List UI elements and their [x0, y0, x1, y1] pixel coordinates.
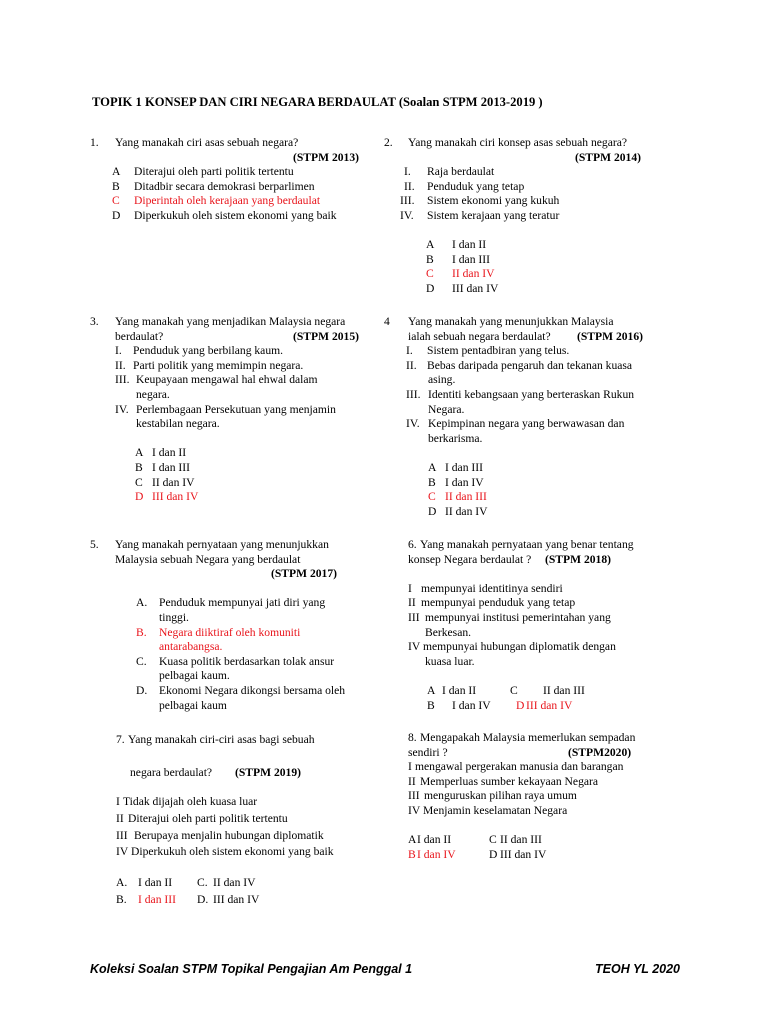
option-text: II dan IV	[152, 475, 195, 489]
option-letter: C	[135, 475, 143, 489]
option-text: I dan II	[152, 446, 187, 460]
item-text: Diperkukuh oleh sistem ekonomi yang baik	[131, 845, 334, 859]
item-numeral: I.	[406, 344, 413, 358]
option-letter: C	[489, 833, 497, 847]
item-text: Menjamin keselamatan Negara	[423, 803, 568, 817]
item-numeral: I	[116, 795, 120, 809]
answer-option-text: Diperintah oleh kerajaan yang berdaulat	[134, 194, 321, 208]
footer-collection-title: Koleksi Soalan STPM Topikal Pengajian Am Penggal 1	[90, 962, 413, 976]
page-title: TOPIK 1 KONSEP DAN CIRI NEGARA BERDAULAT (Soalan STPM 2013-2019 )	[92, 95, 543, 109]
question-6	[379, 538, 669, 713]
question-text: Malaysia sebuah Negara yang berdaulat	[115, 552, 301, 566]
item-text: Diterajui oleh parti politik tertentu	[128, 811, 288, 825]
option-letter: B	[426, 252, 434, 266]
item-numeral: III	[408, 789, 420, 803]
item-text: Raja berdaulat	[427, 165, 495, 179]
option-letter: D	[112, 208, 121, 222]
answer-option-letter: D	[516, 698, 525, 712]
question-text: negara berdaulat?	[130, 766, 213, 780]
question-number: 6.	[408, 538, 417, 551]
item-text: Negara.	[428, 402, 465, 416]
item-text: Parti politik yang memimpin negara.	[133, 358, 304, 372]
option-letter: A	[428, 460, 437, 474]
option-text: Diterajui oleh parti politik tertentu	[134, 165, 294, 179]
item-text: Berkesan.	[425, 625, 472, 639]
option-text: II dan III	[500, 833, 542, 847]
item-numeral: IV	[408, 803, 421, 817]
item-numeral: IV	[408, 640, 421, 654]
question-number: 4	[384, 315, 390, 328]
item-numeral: II.	[406, 358, 417, 372]
item-numeral: II.	[115, 358, 126, 372]
item-text: mempunyai hubungan diplomatik dengan	[423, 640, 616, 654]
option-text: I dan IV	[445, 475, 484, 489]
question-text: Yang manakah yang menunjukkan Malaysia	[408, 315, 614, 328]
item-text: Sistem kerajaan yang teratur	[427, 208, 560, 222]
question-number: 8.	[408, 731, 417, 744]
item-text: mempunyai identitinya sendiri	[421, 581, 563, 595]
question-text: Yang manakah yang menjadikan Malaysia negara	[115, 315, 346, 328]
question-text: Yang manakah pernyataan yang menunjukkan	[115, 538, 329, 551]
option-text: I dan III	[445, 460, 483, 474]
item-text: mengawal pergerakan manusia dan barangan	[415, 760, 624, 774]
option-letter: A.	[136, 596, 148, 610]
option-text: pelbagai kaum.	[159, 669, 230, 683]
question-number: 5.	[90, 538, 99, 551]
question-number: 1.	[90, 136, 99, 149]
question-text: Yang manakah ciri asas sebuah negara?	[115, 136, 299, 149]
option-letter: D.	[136, 683, 148, 697]
option-text: Ditadbir secara demokrasi berparlimen	[134, 179, 315, 193]
question-8	[379, 731, 669, 862]
option-letter: B	[135, 460, 143, 474]
item-numeral: III.	[400, 194, 415, 208]
option-letter: B	[112, 179, 120, 193]
answer-option-text: II dan IV	[452, 267, 495, 281]
answer-option-letter: C	[112, 194, 120, 208]
option-letter: D	[489, 847, 498, 861]
answer-option-letter: B.	[136, 625, 147, 639]
question-3	[90, 315, 375, 505]
exam-year-tag: (STPM 2014)	[575, 150, 642, 164]
answer-option-letter: C	[426, 267, 434, 281]
option-letter: B.	[116, 892, 127, 906]
option-text: II dan IV	[445, 504, 488, 518]
answer-option-text: III dan IV	[152, 490, 199, 504]
item-text: menguruskan pilihan raya umum	[424, 789, 577, 803]
question-number: 7.	[116, 733, 125, 746]
answer-option-text: II dan III	[445, 490, 487, 504]
option-text: III dan IV	[452, 281, 499, 295]
option-text: Diperkukuh oleh sistem ekonomi yang baik	[134, 208, 337, 222]
option-letter: A	[135, 446, 144, 460]
item-text: Sistem ekonomi yang kukuh	[427, 194, 560, 208]
item-text: Keupayaan mengawal hal ehwal dalam	[136, 373, 318, 387]
option-text: I dan II	[452, 238, 487, 252]
option-letter: C.	[197, 876, 208, 890]
option-text: III dan IV	[213, 892, 260, 906]
question-4	[384, 315, 664, 519]
answer-option-letter: C	[428, 490, 436, 504]
item-numeral: II	[116, 811, 124, 825]
answer-option-text: III dan IV	[526, 698, 573, 712]
item-numeral: IV.	[115, 402, 129, 416]
option-text: I dan III	[152, 460, 190, 474]
exam-year-tag: (STPM 2019)	[235, 766, 302, 780]
item-text: Identiti kebangsaan yang berteraskan Rukun	[428, 387, 635, 401]
item-numeral: I	[408, 581, 412, 595]
item-text: Penduduk yang berbilang kaum.	[133, 344, 284, 358]
item-text: Perlembagaan Persekutuan yang menjamin	[136, 402, 336, 416]
item-numeral: II	[408, 774, 416, 788]
item-text: Memperluas sumber kekayaan Negara	[420, 774, 599, 788]
option-letter: A.	[116, 876, 128, 890]
option-text: Penduduk mempunyai jati diri yang	[159, 596, 326, 610]
answer-option-text: I dan III	[138, 892, 176, 906]
item-text: Sistem pentadbiran yang telus.	[427, 344, 570, 358]
item-numeral: I.	[404, 165, 411, 179]
item-text: Bebas daripada pengaruh dan tekanan kuasa	[427, 358, 633, 372]
exam-year-tag: (STPM 2013)	[293, 150, 360, 164]
exam-year-tag: (STPM 2017)	[271, 567, 338, 581]
question-text: konsep Negara berdaulat ?	[408, 552, 532, 566]
answer-option-text: I dan IV	[417, 847, 456, 861]
exam-year-tag: (STPM 2018)	[545, 552, 612, 566]
question-text: Yang manakah ciri-ciri asas bagi sebuah	[128, 733, 315, 746]
item-text: asing.	[428, 373, 456, 387]
question-7	[90, 733, 375, 906]
question-text: Yang manakah pernyataan yang benar tentang	[420, 538, 634, 551]
option-text: I dan II	[417, 833, 452, 847]
answer-option-letter: D	[135, 490, 144, 504]
option-letter: D.	[197, 892, 209, 906]
item-numeral: II.	[404, 179, 415, 193]
option-letter: B	[427, 698, 435, 712]
question-1	[90, 136, 375, 224]
answer-option-text: antarabangsa.	[159, 640, 223, 654]
item-text: mempunyai institusi pemerintahan yang	[425, 610, 611, 624]
option-letter: A	[112, 165, 121, 179]
question-text: berdaulat?	[115, 329, 164, 343]
item-text: Kepimpinan negara yang berwawasan dan	[428, 417, 625, 431]
answer-option-letter: B	[408, 847, 416, 861]
exam-year-tag: (STPM 2016)	[577, 329, 644, 343]
option-text: Kuasa politik berdasarkan tolak ansur	[159, 654, 335, 668]
question-text: Yang manakah ciri konsep asas sebuah negara?	[408, 136, 628, 149]
option-text: II dan IV	[213, 876, 256, 890]
item-text: mempunyai penduduk yang tetap	[421, 596, 576, 610]
item-numeral: III.	[406, 387, 421, 401]
option-text: II dan III	[543, 683, 585, 697]
exam-year-tag: (STPM2020)	[568, 745, 632, 759]
question-number: 3.	[90, 315, 99, 328]
question-text: sendiri ?	[408, 745, 448, 759]
option-text: I dan IV	[452, 698, 491, 712]
item-numeral: II	[408, 596, 416, 610]
option-text: I dan II	[138, 876, 173, 890]
answer-option-text: Negara diiktiraf oleh komuniti	[159, 625, 301, 639]
option-text: I dan III	[452, 252, 490, 266]
option-text: I dan II	[442, 683, 477, 697]
option-text: pelbagai kaum	[159, 698, 227, 712]
item-text: kestabilan negara.	[136, 417, 220, 431]
item-text: berkarisma.	[428, 431, 483, 445]
option-letter: C.	[136, 654, 147, 668]
option-letter: D	[428, 504, 437, 518]
option-letter: A	[426, 238, 435, 252]
option-letter: C	[510, 683, 518, 697]
item-numeral: I	[408, 760, 412, 774]
option-letter: A	[408, 833, 417, 847]
exam-year-tag: (STPM 2015)	[293, 329, 360, 343]
option-text: Ekonomi Negara dikongsi bersama oleh	[159, 683, 346, 697]
item-text: Penduduk yang tetap	[427, 179, 525, 193]
question-text: ialah sebuah negara berdaulat?	[408, 329, 551, 343]
item-text: kuasa luar.	[425, 654, 475, 668]
question-5	[90, 538, 375, 713]
question-number: 2.	[384, 136, 393, 149]
item-numeral: I.	[115, 344, 122, 358]
item-numeral: IV.	[400, 208, 414, 222]
footer-author: TEOH YL 2020	[595, 962, 680, 976]
option-text: tinggi.	[159, 610, 189, 624]
option-letter: B	[428, 475, 436, 489]
option-letter: D	[426, 281, 435, 295]
question-2	[384, 136, 654, 297]
option-text: III dan IV	[500, 847, 547, 861]
item-numeral: IV	[116, 845, 129, 859]
question-text: Mengapakah Malaysia memerlukan sempadan	[420, 731, 636, 744]
item-text: Berupaya menjalin hubungan diplomatik	[134, 828, 324, 842]
item-numeral: III.	[115, 373, 130, 387]
item-text: negara.	[136, 387, 170, 401]
item-text: Tidak dijajah oleh kuasa luar	[123, 795, 258, 809]
option-letter: A	[427, 683, 436, 697]
item-numeral: III	[408, 610, 420, 624]
item-numeral: IV.	[406, 417, 420, 431]
item-numeral: III	[116, 828, 128, 842]
